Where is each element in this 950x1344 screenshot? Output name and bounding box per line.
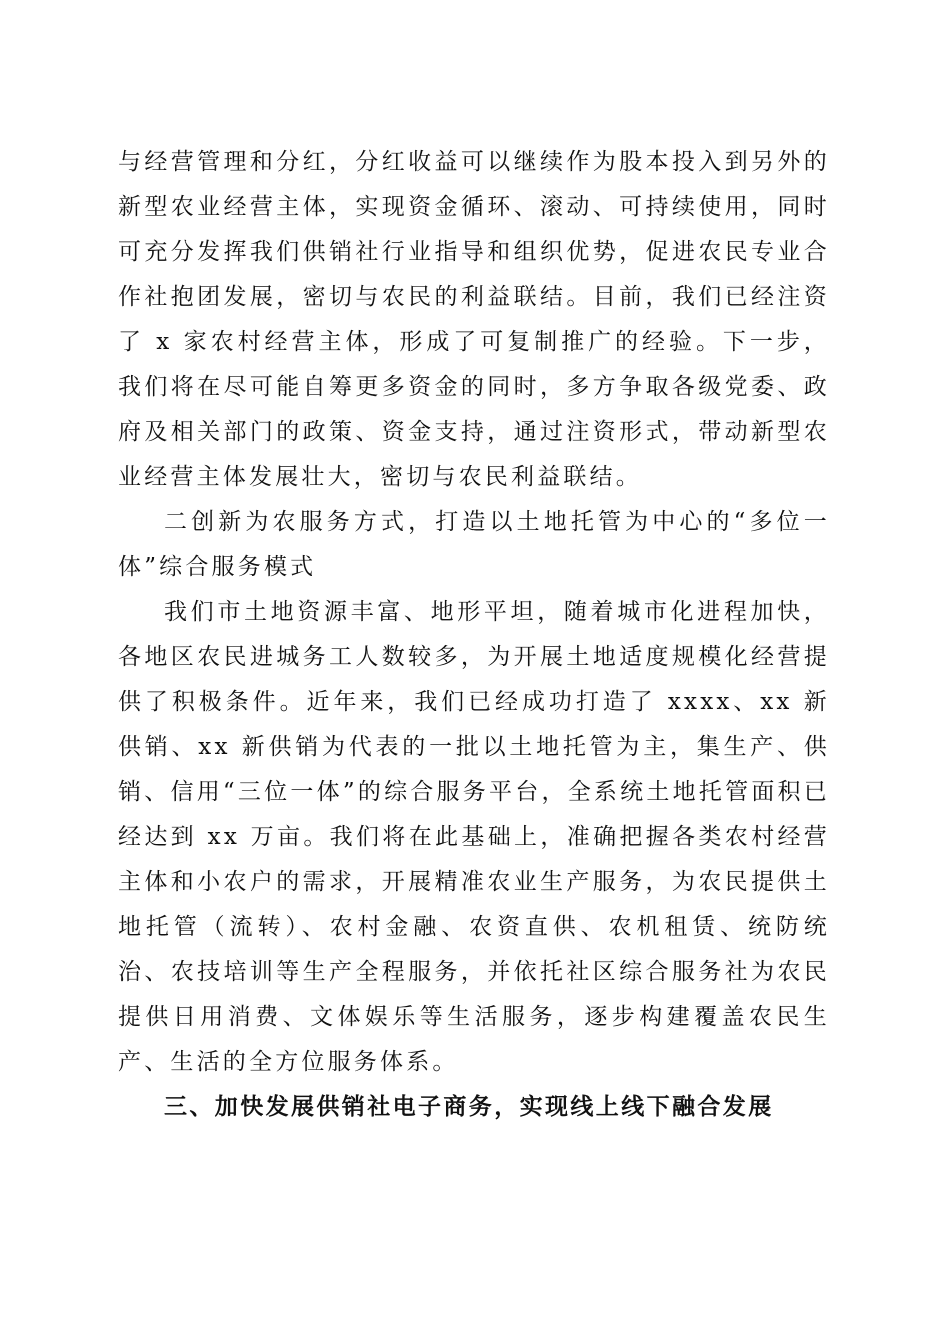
section-heading: 三、加快发展供销社电子商务，实现线上线下融合发展: [164, 1094, 774, 1120]
paragraph-land-trusteeship: 我们市土地资源丰富、地形平坦，随着城市化进程加快，各地区农民进城务工人数较多，为开展土地适度规模化经营提供了积极条件。近年来，我们已经成功打造了 xxxx、xx 新供销、xx 新供销为代表的一批以土地托管为主，集生产、供销、信用“三位一体”的综合服务平台，全系统土地托管面积已经达到 xx 万亩。我们将在此基础上，准确把握各类农村经营主体和小农户的需求，开展精准农业生产服务，为农民提供土地托管（流转）、农村金融、农资直供、农机租赁、统防统治、农技培训等生产全程服务，并依托社区综合服务社为农民提供日用消费、文体娱乐等生活服务，逐步构建覆盖农民生产、生活的全方位服务体系。: [118, 599, 830, 1075]
document-body: [118, 140, 830, 1130]
subsection-heading: 二创新为农服务方式，打造以土地托管为中心的“多位一体”综合服务模式: [118, 509, 830, 580]
paragraph-continuation: 与经营管理和分红，分红收益可以继续作为股本投入到另外的新型农业经营主体，实现资金循环、滚动、可持续使用，同时可充分发挥我们供销社行业指导和组织优势，促进农民专业合作社抱团发展，密切与农民的利益联结。目前，我们已经注资了 x 家农村经营主体，形成了可复制推广的经验。下一步，我们将在尽可能自筹更多资金的同时，多方争取各级党委、政府及相关部门的政策、资金支持，通过注资形式，带动新型农业经营主体发展壮大，密切与农民利益联结。: [118, 149, 830, 490]
